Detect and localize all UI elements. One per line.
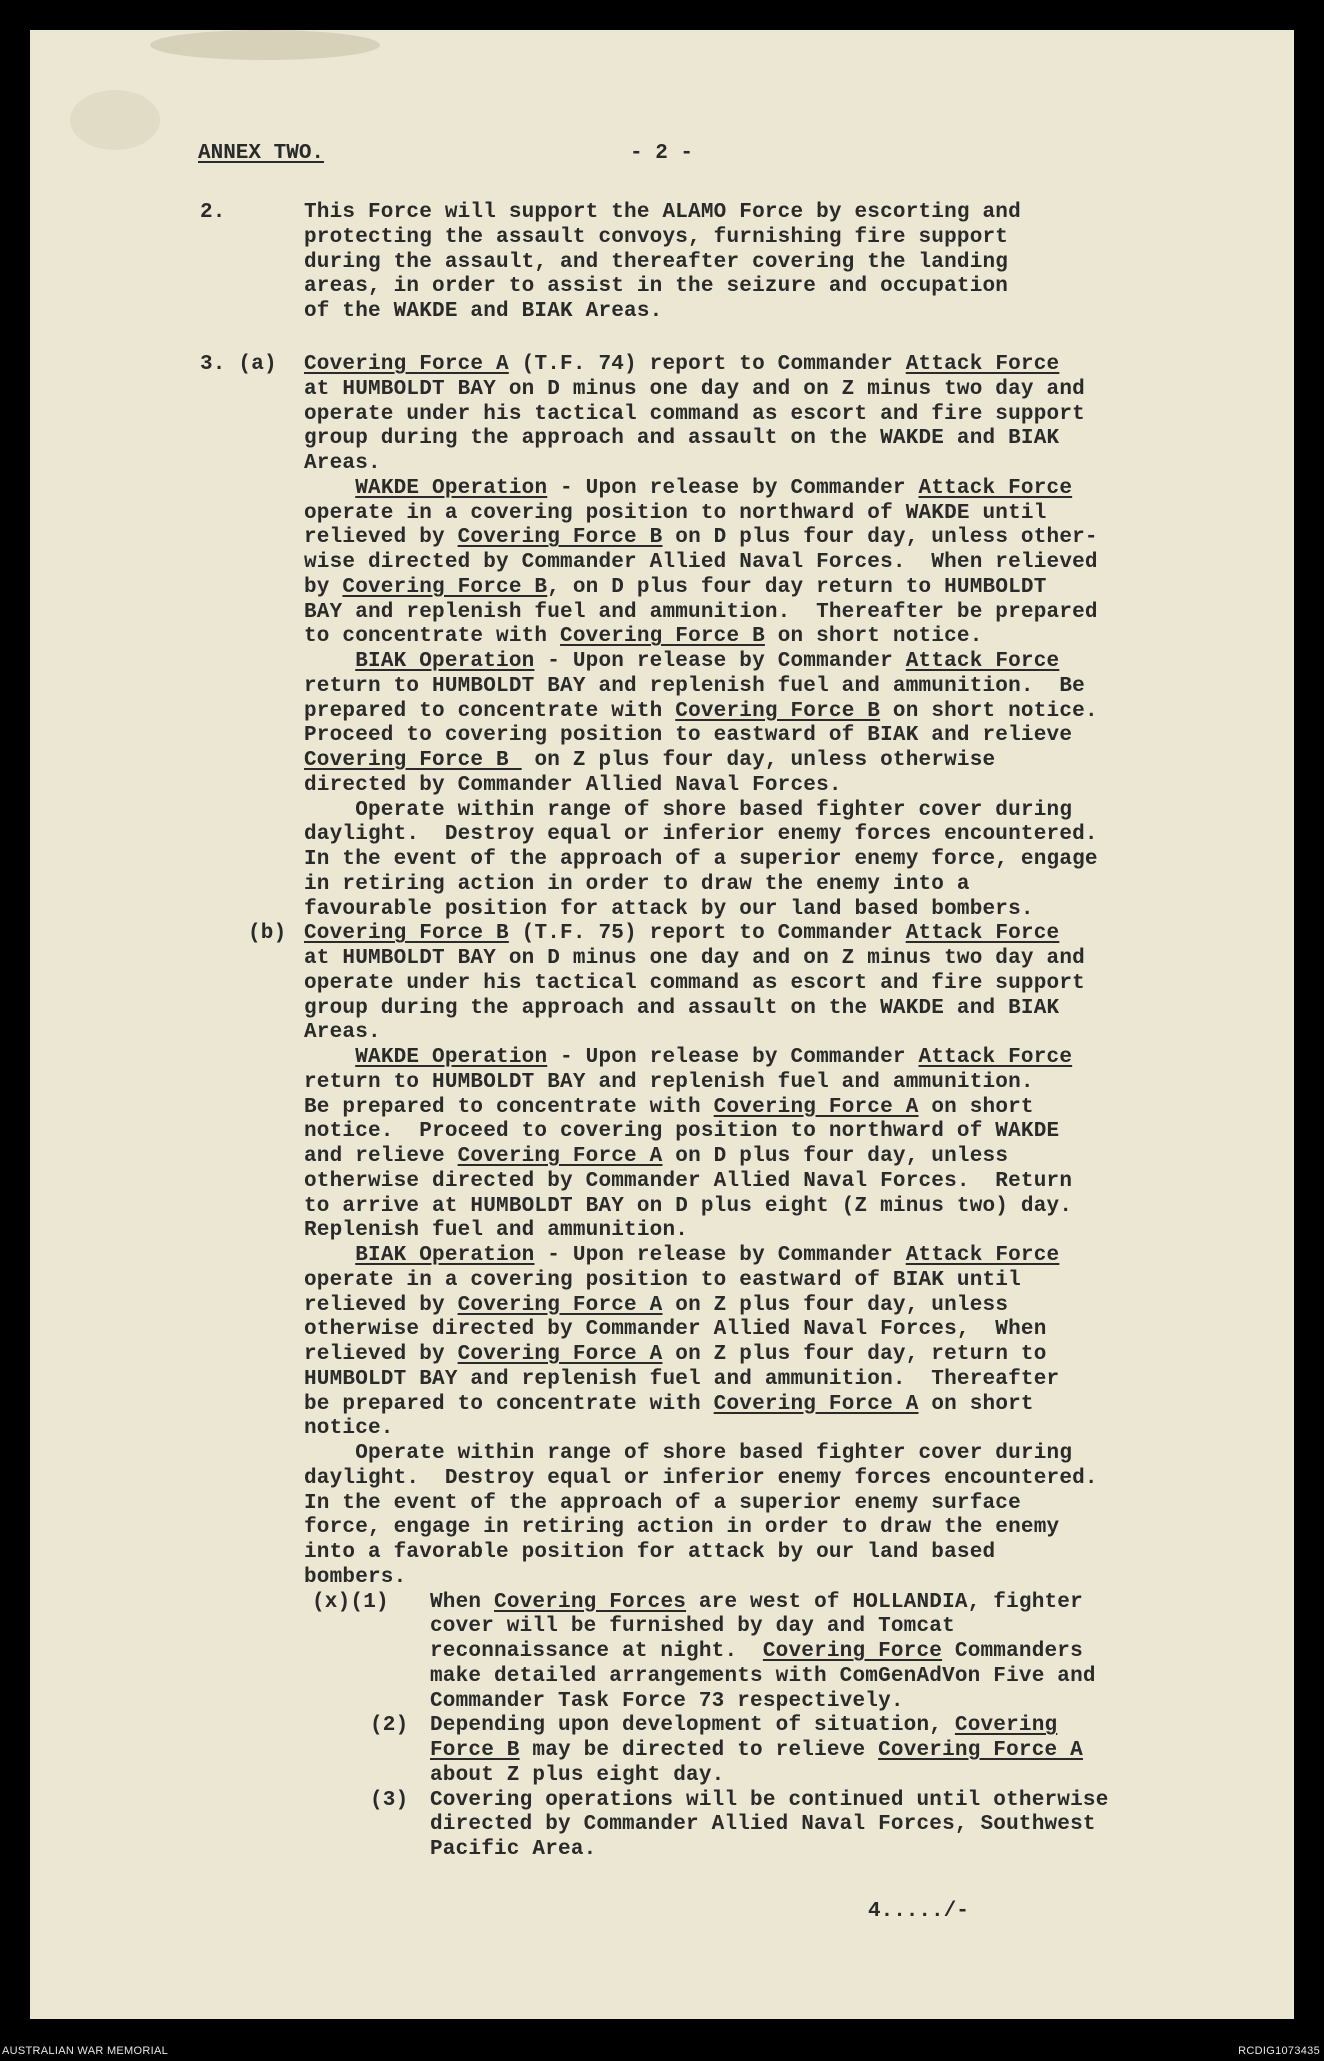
paragraph-3b-line [304,1293,1008,1318]
paragraph-3a-line [304,426,1059,451]
paragraph-3b-line [304,1045,1072,1070]
text-run: may be directed to relieve [519,1739,879,1762]
text-run: reconnaissance at night. [430,1640,763,1663]
text-run: BAY and replenish fuel and ammunition. Thereafter be prepared [304,600,1098,624]
paragraph-3b-line [304,1070,1034,1095]
text-run: on Z plus four day, unless [662,1293,1009,1317]
subitem-line [430,1664,1096,1689]
underlined-text: Covering [954,1714,1058,1738]
paragraph-3b-line [304,1367,1059,1392]
text-run: HUMBOLDT BAY and replenish fuel and ammunition. Thereafter [304,1367,1060,1391]
subitem-number: (3) [370,1788,409,1812]
underlined-text: Attack Force [905,922,1060,946]
subitem-number: (2) [370,1714,409,1738]
subitem-line [430,1812,1096,1837]
text-run: operate under his tactical command as escort and fire support [304,971,1085,995]
text-run: Operate within range of shore based fighter cover during [304,798,1073,822]
text-run: at HUMBOLDT BAY on D minus one day and on Z minus two day and [304,947,1085,970]
underlined-text: Covering Force [762,1640,943,1663]
text-run: notice. Proceed to covering position to northward of WAKDE [304,1120,1060,1144]
text-run: during the assault, and thereafter covering the landing [304,250,1009,274]
text-run: bombers. [304,1565,407,1589]
paragraph-2-line [304,274,1008,299]
underlined-text: Attack Force [918,476,1073,500]
paragraph-3b-line [304,1491,1021,1516]
text-run: wise directed by Commander Allied Naval Forces. When relieved [304,551,1098,574]
subitem-line [430,1590,1083,1615]
text-run: on short [918,1095,1034,1119]
text-run: return to HUMBOLDT BAY and replenish fuel and ammunition. Be [304,674,1085,698]
paragraph-3b-line [304,1020,381,1045]
text-run: Operate within range of shore based fighter cover during [304,1442,1073,1465]
paragraph-3a-line [304,847,1098,872]
subitem-number: (x)(1) [312,1590,389,1614]
text-run: - Upon release by Commander [534,1244,906,1267]
text-run: on short notice. [764,625,983,649]
text-run: to concentrate with [304,625,561,649]
text-run: - Upon release by Commander [534,650,906,673]
paragraph-3a-line [304,402,1085,427]
paragraph-3b-line [304,1119,1059,1144]
underlined-text: Covering Force B [342,575,548,599]
paragraph-3a-line [304,822,1098,847]
paper-stain [70,90,160,150]
underlined-text: Covering Force B [457,526,663,550]
paragraph-3b-line [304,996,1059,1021]
paragraph-3a-line [304,674,1085,699]
paragraph-3a-line [304,451,381,476]
text-run: be prepared to concentrate with [304,1392,714,1416]
paragraph-3b-line [304,1540,995,1565]
underlined-text: Covering Force A [457,1145,663,1168]
text-run: , on D plus four day return to HUMBOLDT [547,575,1047,599]
underlined-text: Covering Force B [304,749,522,772]
paragraph-3b-line [304,1095,1034,1120]
subitem-line [430,1713,1057,1738]
text-run: relieved by [304,1343,458,1366]
paragraph-3b-line [304,1243,1059,1268]
text-run: - Upon release by Commander [547,1046,919,1069]
paragraph-3a-line [304,699,1098,724]
paragraph-3b-line [304,1416,394,1441]
paragraph-3b-line [304,1392,1034,1417]
paragraph-3a-line [304,377,1085,402]
underlined-text: Attack Force [905,650,1060,673]
text-run: (T.F. 74) report to Commander [508,353,906,376]
text-run: Areas. [304,1021,381,1045]
text-run: on D plus four day, unless other- [662,526,1098,550]
text-run: group during the approach and assault on the WAKDE and BIAK [304,996,1060,1020]
paragraph-3b-line [304,1169,1072,1194]
paragraph-3a-line [304,624,983,649]
text-run: about Z plus eight day. [430,1763,725,1787]
text-run: (T.F. 75) report to Commander [508,922,906,946]
underlined-text: Covering Force B [675,699,881,723]
text-run: return to HUMBOLDT BAY and replenish fuel and ammunition. [304,1070,1034,1094]
paragraph-3a-line [304,550,1098,575]
text-run: are west of HOLLANDIA, fighter [686,1590,1083,1614]
text-run [304,477,355,500]
footer-right: RCDIG1073435 [1238,2045,1320,2057]
document-page [30,30,1294,2019]
text-run: group during the approach and assault on the WAKDE and BIAK [304,427,1060,451]
underlined-text: BIAK Operation [355,1244,535,1267]
paragraph-2-line [304,225,1008,250]
underlined-text: Covering Force A [457,1293,663,1317]
text-run: relieved by [304,1293,458,1317]
paragraph-3a-line [304,525,1098,550]
text-run: cover will be furnished by day and Tomcat [430,1615,955,1639]
paragraph-3b-line [304,1317,1047,1342]
text-run [304,650,355,673]
text-run: on Z plus four day, unless otherwise [521,749,996,772]
paragraph-3a-line [304,575,1047,600]
paragraph-3a-line [304,501,1047,526]
paragraph-3b-line [304,1466,1098,1491]
text-run: on D plus four day, unless [662,1145,1009,1168]
text-run: prepared to concentrate with [304,699,676,723]
text-run: make detailed arrangements with ComGenAdVon Five and [430,1664,1096,1688]
text-run: This Force will support the ALAMO Force by escorting and [304,201,1021,224]
text-run: Covering operations will be continued until otherwise [430,1788,1109,1812]
underlined-text: Attack Force [905,353,1060,376]
annex-title: ANNEX TWO. [198,142,325,165]
paragraph-3a-line [304,600,1098,625]
paragraph-number: 3. (a) [200,353,277,376]
paragraph-3b-line [304,1194,1072,1219]
underlined-text: Covering Force B [304,922,509,946]
paragraph-3a-line [304,872,970,897]
text-run: and relieve [304,1145,458,1168]
paragraph-3b-line [304,1218,688,1243]
text-run: favourable position for attack by our land based bombers. [304,897,1034,921]
paragraph-3b-line [304,1441,1072,1466]
text-run: operate under his tactical command as escort and fire support [304,402,1085,426]
subitem-line [430,1614,955,1639]
text-run [304,1244,355,1267]
underlined-text: Force B [430,1739,520,1762]
text-run: Be prepared to concentrate with [304,1095,714,1119]
paragraph-3a-line [304,897,1034,922]
paragraph-3a-line [304,798,1072,823]
subitem-line [430,1639,1083,1664]
subitem-line [430,1763,724,1788]
text-run: areas, in order to assist in the seizure and occupation [304,275,1009,299]
text-run: notice. [304,1417,394,1441]
text-run: protecting the assault convoys, furnishing fire support [304,225,1009,249]
text-run: operate in a covering position to eastward of BIAK until [304,1268,1021,1292]
text-run: of the WAKDE and BIAK Areas. [304,300,663,323]
text-run: otherwise directed by Commander Allied Naval Forces. Return [304,1169,1073,1193]
underlined-text: Covering Force A [457,1343,663,1366]
text-run: on short notice. [880,699,1098,723]
text-run: by [304,575,343,599]
paragraph-3b-line [304,1515,1059,1540]
paragraph-3a-line [304,748,995,773]
underlined-text: Covering Force A [304,353,509,376]
paragraph-3b-line [304,1268,1021,1293]
underlined-text: Covering Forces [494,1590,687,1614]
paragraph-3b-line [304,971,1085,996]
text-run: Pacific Area. [430,1838,597,1861]
continuation-marker: 4...../- [868,1900,969,1923]
underlined-text: WAKDE Operation [355,476,548,500]
underlined-text: Covering Force A [713,1392,919,1416]
text-run: on Z plus four day, return to [662,1343,1047,1366]
subitem-line [430,1689,904,1714]
text-run: operate in a covering position to northward of WAKDE until [304,501,1047,525]
text-run: Areas. [304,452,381,475]
text-run: at HUMBOLDT BAY on D minus one day and on Z minus two day and [304,377,1085,401]
text-run: into a favorable position for attack by our land based [304,1541,996,1564]
paragraph-3b-line [304,1342,1047,1367]
text-run: relieved by [304,526,458,550]
paragraph-3b-line [304,1565,406,1590]
underlined-text: Covering Force B [560,625,765,649]
paragraph-3a-line [304,773,842,798]
text-run: daylight. Destroy equal or inferior enemy forces encountered. [304,1466,1098,1490]
underlined-text: Attack Force [905,1244,1060,1267]
subitem-line [430,1837,596,1862]
paragraph-3b-line [304,946,1085,971]
underlined-text: Attack Force [918,1046,1073,1069]
paragraph-3a-line [304,723,1072,748]
paragraph-3b-line [304,921,1059,946]
text-run: When [430,1590,495,1614]
text-run: directed by Commander Allied Naval Forces. [304,773,842,797]
paragraph-3a-line [304,352,1059,377]
text-run: force, engage in retiring action in order to draw the enemy [304,1516,1060,1540]
subitem-line [430,1788,1109,1813]
text-run: Commanders [942,1640,1083,1663]
text-run: directed by Commander Allied Naval Forces, Southwest [430,1813,1096,1837]
text-run: In the event of the approach of a superior enemy force, engage [304,848,1098,871]
underlined-text: WAKDE Operation [355,1046,548,1069]
text-run [304,1046,355,1069]
paragraph-3a-line [304,476,1072,501]
footer-left: AUSTRALIAN WAR MEMORIAL [2,2045,169,2057]
text-run: - Upon release by Commander [547,476,919,500]
paragraph-number: (b) [248,922,287,946]
underlined-text: Covering Force A [713,1095,919,1119]
text-run: daylight. Destroy equal or inferior enemy forces encountered. [304,823,1098,847]
paragraph-2-line [304,200,1021,225]
paragraph-number: 2. [200,201,226,224]
paragraph-3b-line [304,1144,1008,1169]
text-run: otherwise directed by Commander Allied Naval Forces, When [304,1318,1047,1342]
page-number: - 2 - [630,142,694,165]
subitem-line [430,1738,1083,1763]
text-run: to arrive at HUMBOLDT BAY on D plus eight (Z minus two) day. [304,1194,1073,1218]
text-run: Replenish fuel and ammunition. [304,1219,689,1243]
text-run: in retiring action in order to draw the enemy into a [304,872,970,896]
underlined-text: BIAK Operation [355,650,535,673]
paragraph-3a-line [304,649,1059,674]
text-run: on short [918,1392,1034,1416]
underlined-text: Covering Force A [878,1739,1083,1762]
text-run: In the event of the approach of a superior enemy surface [304,1491,1021,1515]
text-run: Depending upon development of situation, [430,1714,955,1738]
text-run: Commander Task Force 73 respectively. [430,1689,904,1713]
paragraph-2-line [304,299,662,324]
text-run: Proceed to covering position to eastward of BIAK and relieve [304,724,1073,748]
paper-stain [150,30,380,60]
paragraph-2-line [304,250,1008,275]
